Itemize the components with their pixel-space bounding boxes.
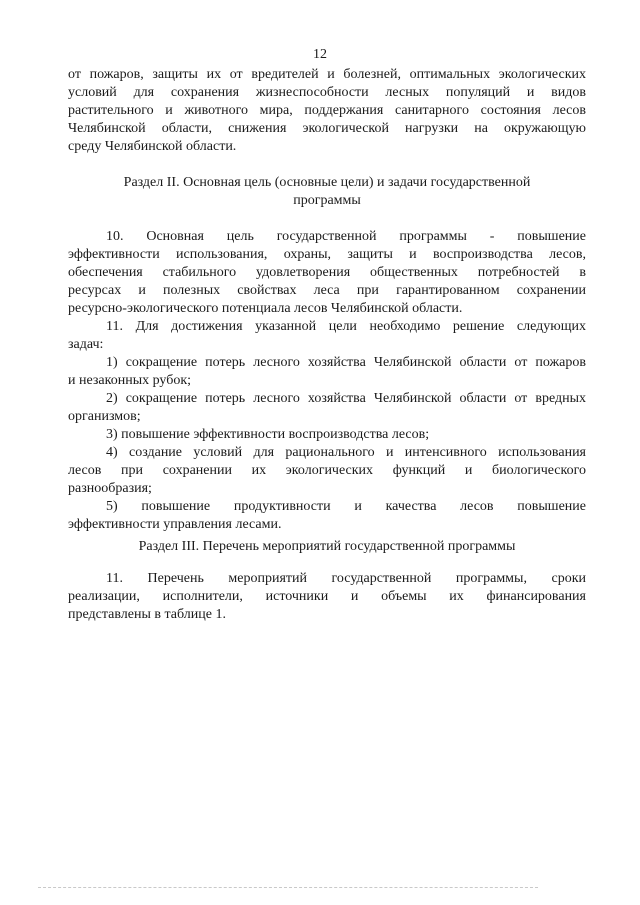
paragraph-11 (68, 318, 586, 534)
task-1: 1) сокращение потерь лесного хозяйства Челябинской области от пожаров (106, 355, 586, 370)
text-line: реализации, исполнители, источники и объемы их финансирования (68, 589, 586, 604)
intro-paragraph (68, 66, 586, 156)
section-2-heading (68, 174, 586, 210)
paragraph-10 (68, 228, 586, 318)
text-line: ресурсах и полезных свойствах леса при гарантированном сохранении (68, 283, 586, 298)
task-5: 5) повышение продуктивности и качества лесов повышение (106, 499, 586, 514)
heading-line: Раздел III. Перечень мероприятий государственной программы (138, 539, 516, 554)
text-line: организмов; (68, 409, 141, 424)
paragraph-11-section-3 (68, 570, 586, 624)
page-number: 12 (313, 47, 327, 62)
text-line: ресурсно-экологического потенциала лесов Челябинской области. (68, 301, 463, 316)
text-line: лесов при сохранении их экологических функций и биологического (68, 463, 586, 478)
scan-artifact-line (38, 887, 538, 888)
task-3: 3) повышение эффективности воспроизводства лесов; (106, 427, 430, 442)
text-line: 11. Для достижения указанной цели необходимо решение следующих (106, 319, 586, 334)
text-line: от пожаров, защиты их от вредителей и болезней, оптимальных экологических (68, 67, 586, 82)
text-line: 10. Основная цель государственной программы - повышение (106, 229, 586, 244)
text-line: среду Челябинской области. (68, 139, 237, 154)
text-line: эффективности управления лесами. (68, 517, 282, 532)
text-line: Челябинской области, снижения экологической нагрузки на окружающую (68, 121, 586, 136)
heading-line: Раздел II. Основная цель (основные цели) и задачи государственной (123, 175, 531, 190)
heading-line: программы (293, 193, 361, 208)
task-2: 2) сокращение потерь лесного хозяйства Челябинской области от вредных (106, 391, 586, 406)
text-line: разнообразия; (68, 481, 152, 496)
text-line: эффективности использования, охраны, защиты и воспроизводства лесов, (68, 247, 586, 262)
text-line: 11. Перечень мероприятий государственной программы, сроки (106, 571, 586, 586)
text-line: обеспечения стабильного удовлетворения общественных потребностей в (68, 265, 586, 280)
text-line: и незаконных рубок; (68, 373, 192, 388)
section-3-heading (68, 538, 586, 556)
text-line: представлены в таблице 1. (68, 607, 226, 622)
text-line: условий для сохранения жизнеспособности лесных популяций и видов (68, 85, 586, 100)
text-line: растительного и животного мира, поддержания санитарного состояния лесов (68, 103, 586, 118)
task-4: 4) создание условий для рационального и интенсивного использования (106, 445, 586, 460)
text-line: задач: (68, 337, 104, 352)
